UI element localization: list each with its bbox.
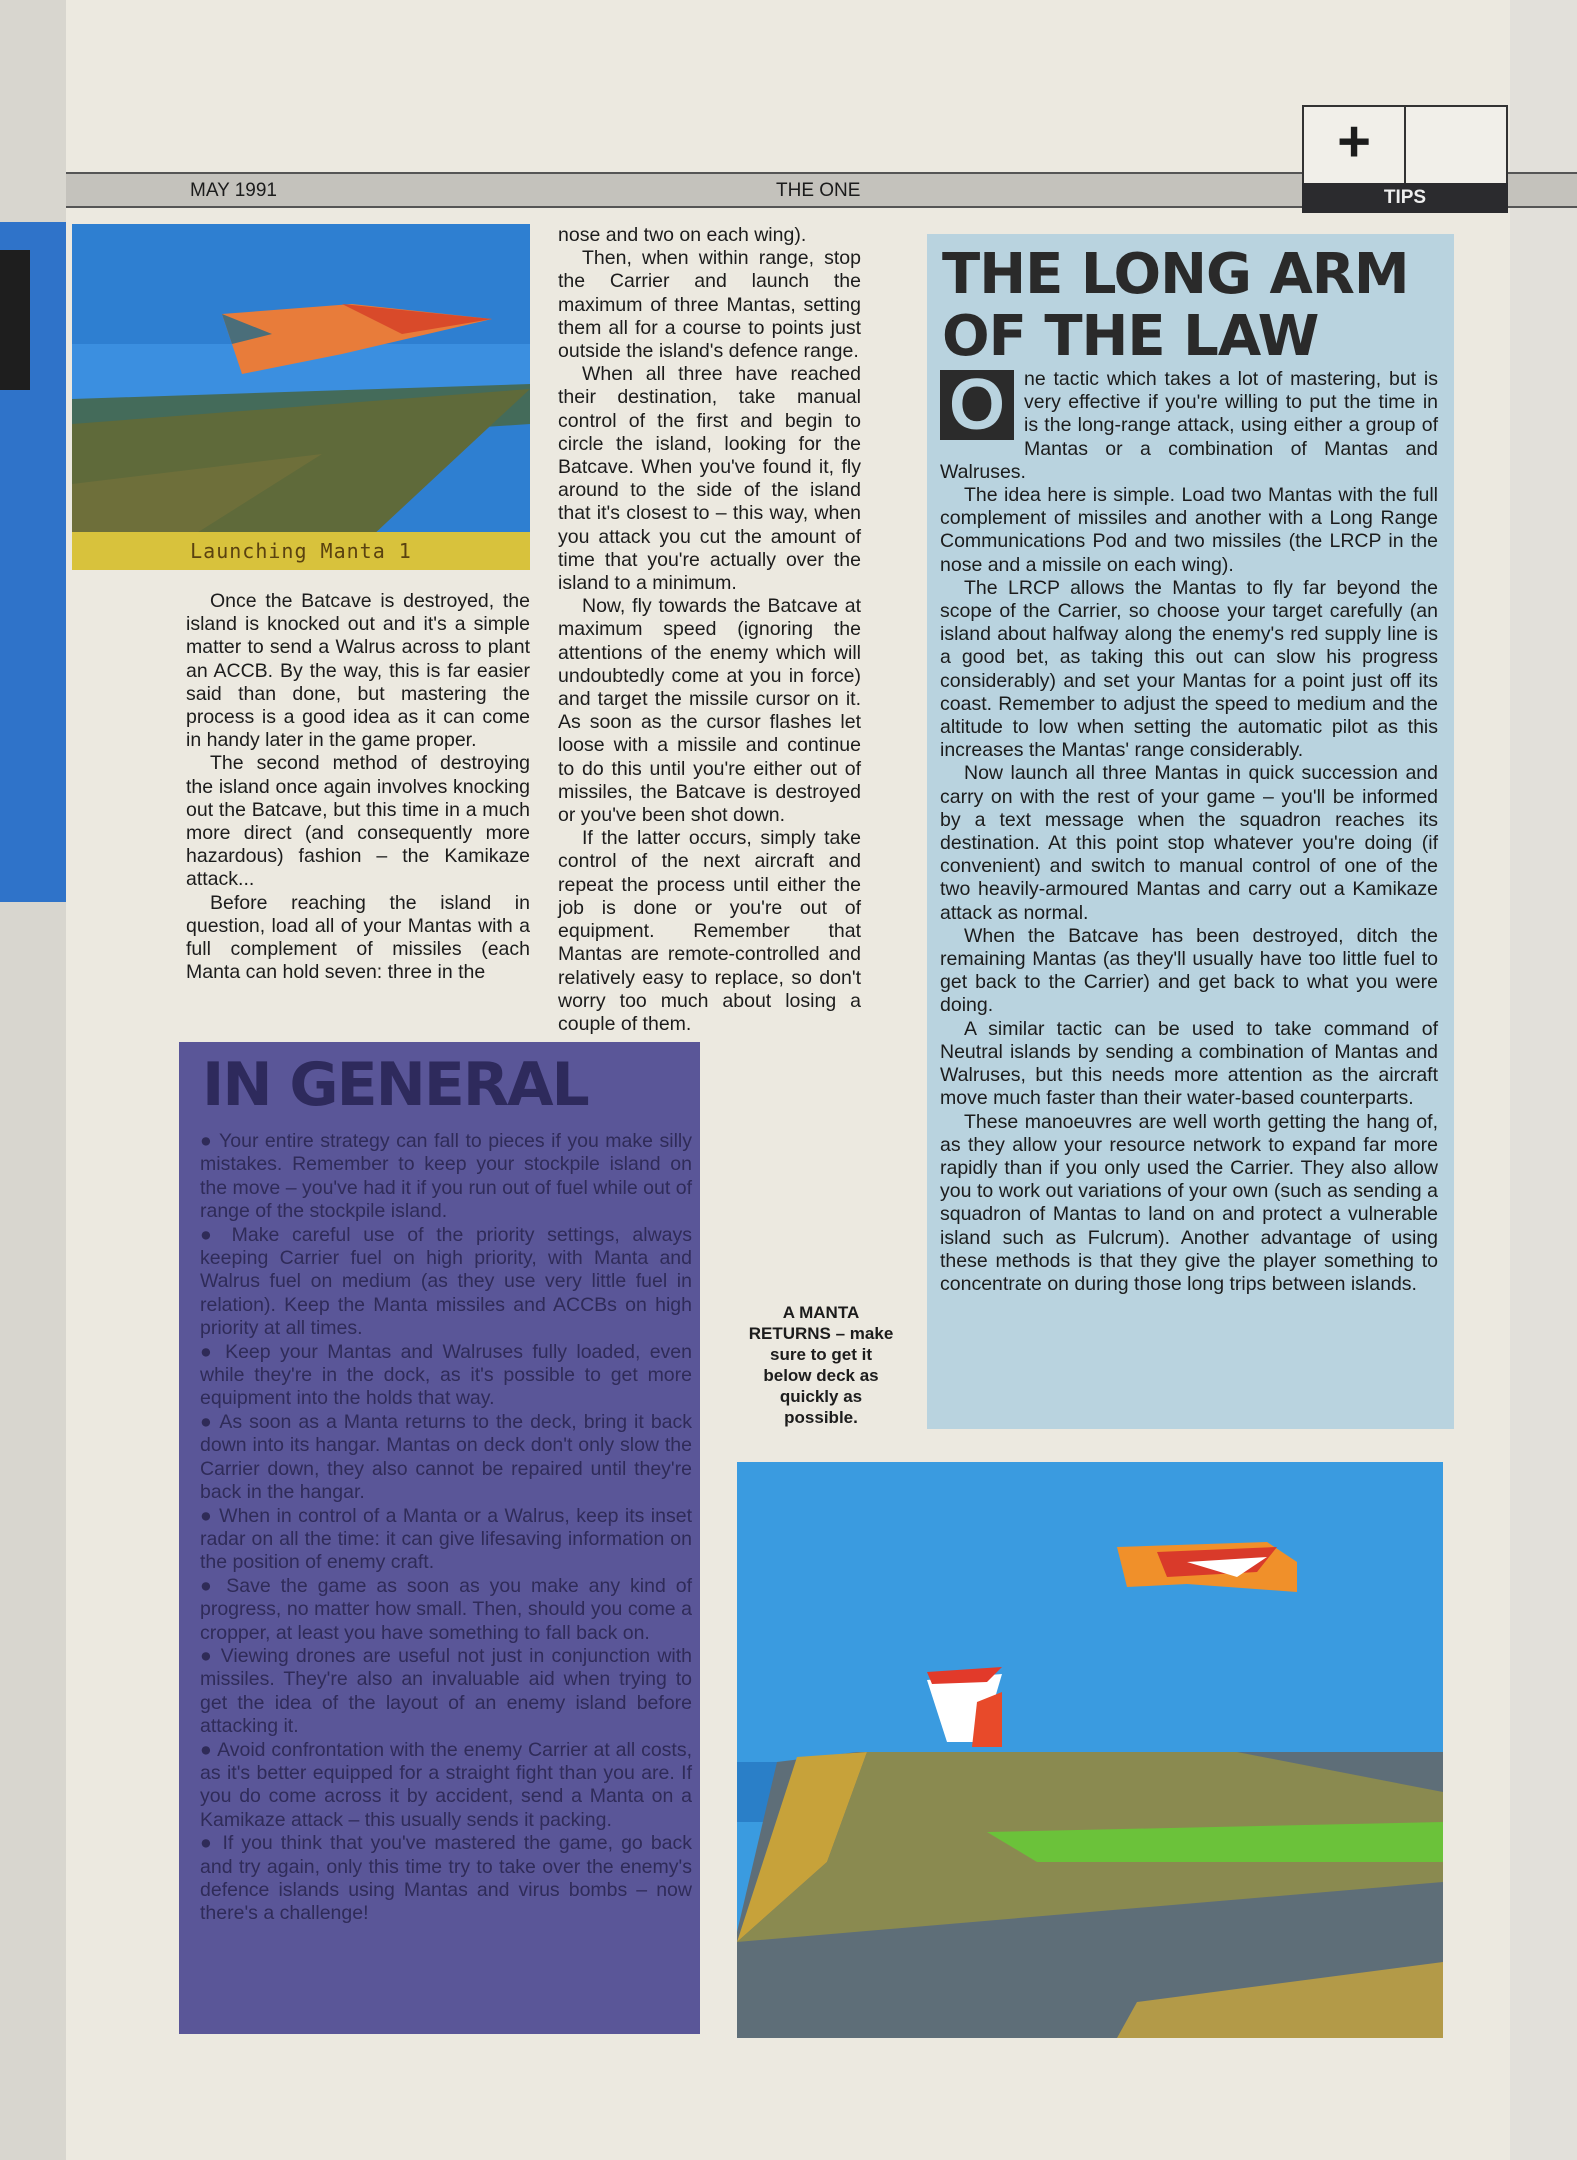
tip-text: When in control of a Manta or a Walrus, keep its inset radar on all the time: it can give lifesaving information on the position of enemy craft. [200,1504,693,1574]
next-page-edge [1510,0,1577,2160]
section-tab [1302,105,1508,213]
bullet-icon: ● [200,1340,216,1363]
image-caption: Launching Manta 1 [72,532,530,570]
bullet-icon: ● [200,1644,214,1667]
tip-text: Keep your Mantas and Walruses fully loaded, even while they're in the dock, as it's possible to get more equipment into the holds that way. [200,1340,692,1410]
paragraph: If the latter occurs, simply take control of the next aircraft and repeat the process until either the job is done or you're out of equipment. Remember that Mantas are remote-controlled and relatively easy to replace, so don't worry too much about losing a couple of them. [558,827,861,1035]
sidebar-title-line: OF THE LAW [942,304,1319,369]
tip-item [200,1341,692,1411]
paragraph-text: ne tactic which takes a lot of mastering, but is very effective if you're willing to put the time in is the long-range attack, using either a group of Mantas or a combination of Mantas and Walruses. [940,368,1438,483]
in-general-tips [200,1130,692,1926]
tip-text: Make careful use of the priority settings, always keeping Carrier fuel on high priority, with Manta and Walrus fuel on medium (as they use very little fuel in relation). Keep the Manta missiles and ACCBs on high priority at all times. [200,1223,692,1340]
paragraph: A similar tactic can be used to take command of Neutral islands by sending a combination of Mantas and Walruses, but this needs more attention as the aircraft move much faster than their water-based counterparts. [940,1017,1438,1110]
tip-text: Viewing drones are useful not just in conjunction with missiles. They're also an invaluable aid when trying to get the idea of the layout of an enemy island before attacking it. [200,1644,693,1738]
issue-date: MAY 1991 [190,180,277,201]
paragraph: Before reaching the island in question, load all of your Mantas with a full complement of missiles (each Manta can hold seven: three in the [186,891,530,984]
tip-item [200,1832,692,1926]
sidebar-title [942,244,1409,368]
in-general-title: IN GENERAL [202,1050,588,1120]
first-paragraph [940,365,1438,484]
tip-text: Avoid confrontation with the enemy Carrier at all costs, as it's better equipped for a straight fight than you are. If you do come across it by accident, send a Manta on a Kamikaze attack – this usually sends it packing. [200,1738,693,1831]
tip-text: Save the game as soon as you make any kind of progress, no matter how small. Then, should you come a cropper, at least you have something to fall back on. [200,1574,692,1644]
bullet-icon: ● [200,1574,217,1597]
paragraph: When all three have reached their destination, take manual control of the first and begin to circle the island, looking for the Batcave. When you've found it, fly around to the side of the island that it's closest to – this way, when you attack you cut the amount of time that you're actually over the island to a minimum. [558,363,861,595]
bullet-icon: ● [200,1130,213,1152]
section-tab-blank [1404,105,1508,185]
tip-item [200,1130,692,1224]
bullet-icon: ● [200,1832,215,1855]
image-caption: A MANTA RETURNS – make sure to get it below deck as quickly as possible. [748,1303,894,1427]
drop-cap: O [940,370,1014,440]
sidebar-text [940,365,1438,1296]
plus-icon: + [1302,105,1406,185]
bullet-icon: ● [200,1738,213,1761]
tip-text: As soon as a Manta returns to the deck, bring it back down into its hangar. Mantas on deck don't only slow the Carrier down, they also cannot be repaired until they're back in the hangar. [200,1410,693,1504]
tip-item [200,1411,692,1505]
tip-item [200,1505,692,1575]
paragraph: nose and two on each wing). [558,224,807,246]
tip-item [200,1224,692,1341]
paragraph: Now launch all three Mantas in quick succession and carry on with the rest of your game – you'll be informed by a text message when the squadron reaches its destination. At this point stop whatever you're doing (if convenient) and switch to manual control of one of the two heavily-armoured Mantas and carry out a Kamikaze attack as normal. [940,762,1438,924]
paragraph: Once the Batcave is destroyed, the island is knocked out and it's a simple matter to send a Walrus across to plant an ACCB. By the way, this is far easier said than done, but mastering the process is a good idea as it can come in handy later in the game proper. [186,590,530,752]
article-column-1 [186,590,530,984]
sidebar-title-line: THE LONG ARM [942,242,1409,307]
paragraph: Then, when within range, stop the Carrier and launch the maximum of three Mantas, setting them all for a course to points just outside the island's defence range. [558,247,861,363]
bullet-icon: ● [200,1410,214,1433]
tip-text: Your entire strategy can fall to pieces if you make silly mistakes. Remember to keep your stockpile island on the move – you've had it if you run out of fuel while out of range of the stockpile island. [200,1130,692,1223]
paragraph: Now, fly towards the Batcave at maximum speed (ignoring the attentions of the enemy which will undoubtedly come at you in force) and target the missile cursor on it. As soon as the cursor flashes let loose with a missile and continue to do this until you're either out of missiles, the Batcave is destroyed or you've been shot down. [558,595,861,827]
paragraph: The second method of destroying the island once again involves knocking out the Batcave, but this time in a much more direct (and consequently more hazardous) fashion – the Kamikaze attack... [186,752,530,891]
section-label: TIPS [1302,183,1508,213]
paragraph: The LRCP allows the Mantas to fly far beyond the scope of the Carrier, so choose your target carefully (an island about halfway along the enemy's red supply line is a good bet, as taking this out can slow his progress considerably) and set your Mantas for a point just off its coast. Remember to adjust the speed to medium and the altitude to low when setting the automatic pilot as this increases the Mantas' range considerably. [940,576,1438,762]
tip-item [200,1575,692,1645]
previous-page-letter-edge [0,250,30,390]
launching-manta-screenshot [72,224,530,536]
magazine-name: THE ONE [776,180,861,201]
paragraph: These manoeuvres are well worth getting the hang of, as they allow your resource network to expand far more rapidly than if you only used the Carrier. They also allow you to work out variations of your own (such as sending a squadron of Mantas to land on and protect a vulnerable island such as Fulcrum). Another advantage of using these methods is that they give the player something to concentrate on during those long trips between islands. [940,1110,1438,1295]
bullet-icon: ● [200,1223,220,1246]
paragraph: When the Batcave has been destroyed, ditch the remaining Mantas (as they'll usually have too little fuel to get back to the Carrier) and get back to what you were doing. [940,924,1438,1017]
bullet-icon: ● [200,1504,213,1527]
article-column-2 [558,224,861,1036]
tip-item [200,1645,692,1739]
tip-text: If you think that you've mastered the game, go back and try again, only this time try to take over the enemy's defence islands using Mantas and virus bombs – now there's a challenge! [200,1832,693,1925]
tip-item [200,1739,692,1833]
paragraph: The idea here is simple. Load two Mantas with the full complement of missiles and another with a Long Range Communications Pod and two missiles (the LRCP in the nose and a missile on each wing). [940,484,1438,576]
manta-returns-screenshot [737,1462,1443,2038]
